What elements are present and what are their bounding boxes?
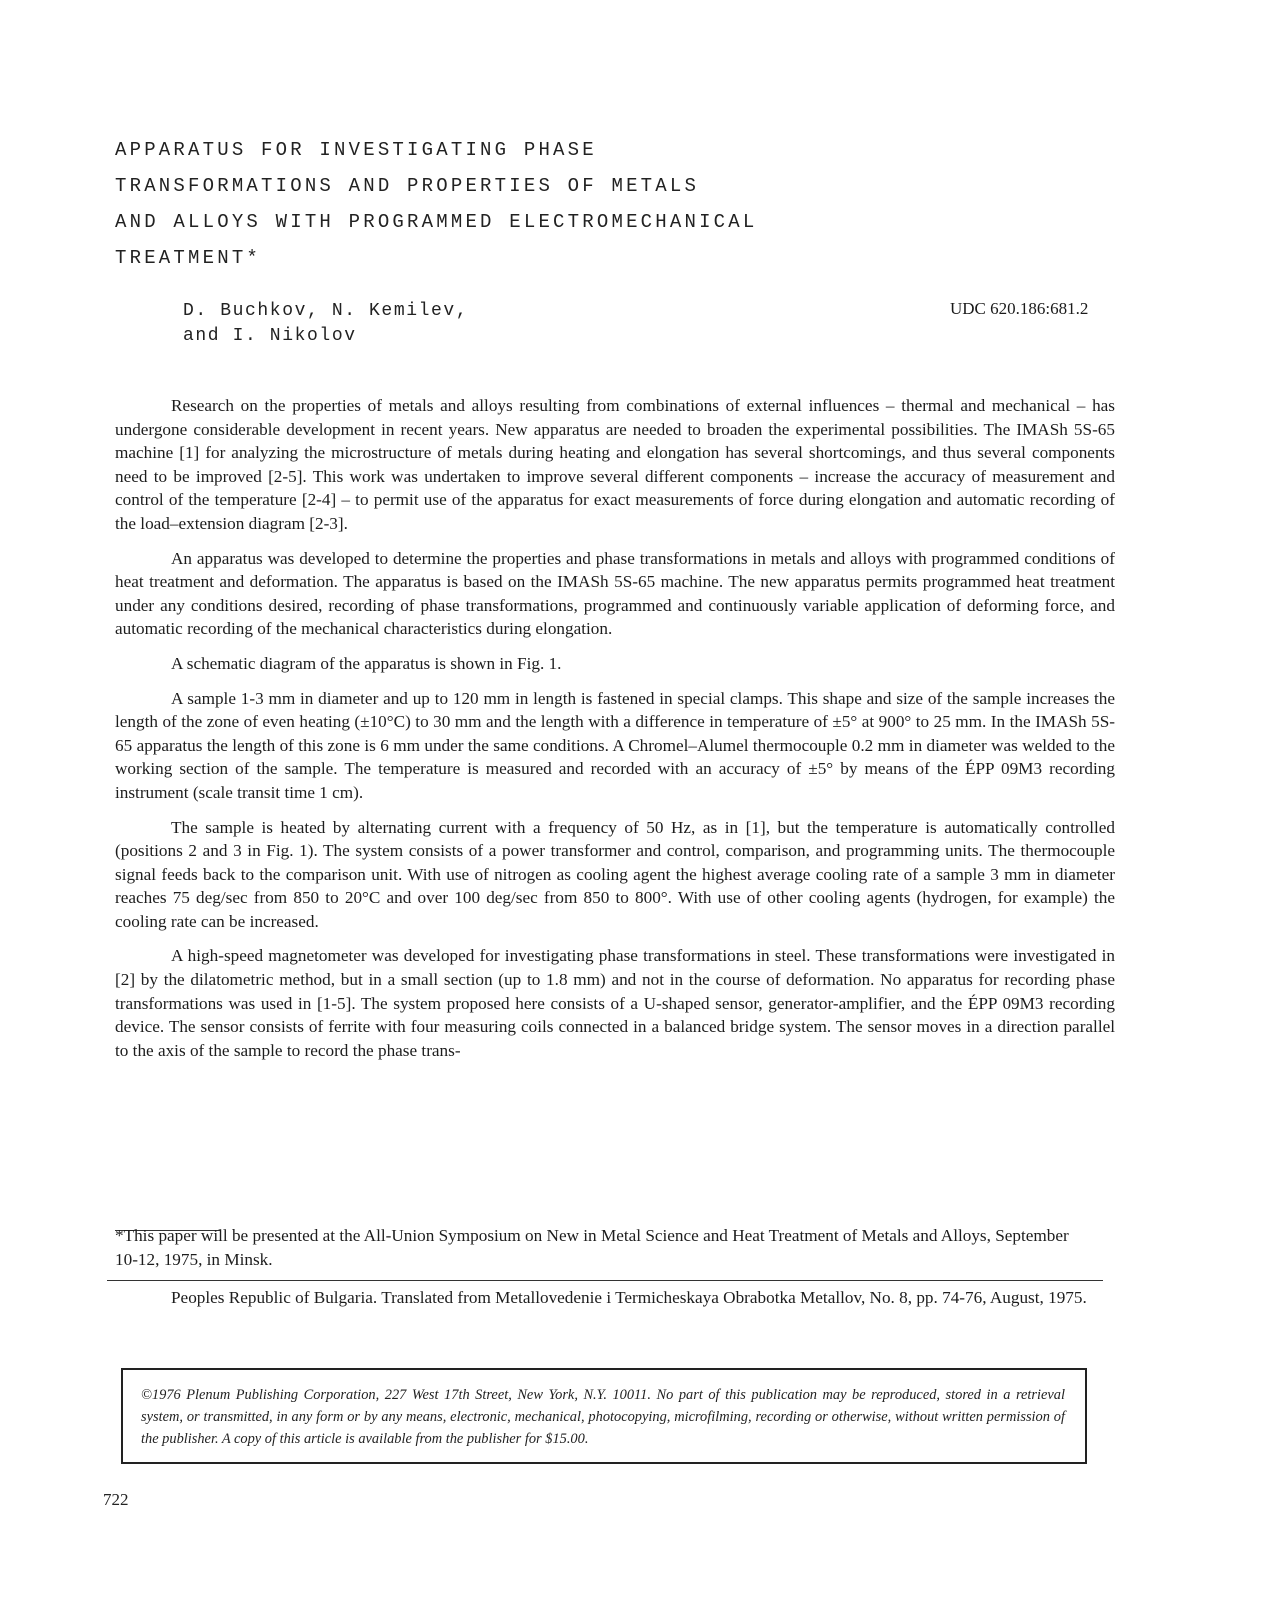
body-paragraph: An apparatus was developed to determine the properties and phase transformations in metals and alloys with programmed conditions of heat treatment and deformation. The apparatus is based on the IMASh 5S-65 machine. The new apparatus permits programmed heat treatment under any conditions desired, recording of phase transformations, programmed and continuously variable application of deforming force, and automatic recording of the mechanical characteristics during elongation.	[115, 548, 1115, 639]
article-title	[115, 132, 1015, 276]
body-paragraph: Research on the properties of metals and alloys resulting from combinations of external influences – thermal and mechanical – has undergone considerable development in recent years. New apparatus are needed to broaden the experimental possibilities. The IMASh 5S-65 machine [1] for analyzing the microstructure of metals during heating and elongation has several shortcomings, and thus several components need to be improved [2-5]. This work was undertaken to improve several different components – increase the accuracy of measurement and control of the temperature [2-4] – to permit use of the apparatus for exact measurements of force during elongation and automatic recording of the load–extension diagram [2-3].	[115, 396, 1115, 533]
title-line: AND ALLOYS WITH PROGRAMMED ELECTROMECHANICAL	[115, 211, 758, 233]
authors-line: D. Buchkov, N. Kemilev,	[183, 301, 469, 321]
body-paragraph: A schematic diagram of the apparatus is shown in Fig. 1.	[171, 653, 562, 673]
affiliation-separator	[107, 1280, 1103, 1281]
title-line: TREATMENT*	[115, 247, 262, 269]
page-number: 722	[103, 1490, 129, 1509]
copyright-notice: ©1976 Plenum Publishing Corporation, 227 West 17th Street, New York, N.Y. 10011. No part of this publication may be reproduced, stored in a retrieval system, or transmitted, in any form or by any means, electronic, mechanical, photocopying, microfilming, recording or otherwise, without written permission of the publisher. A copy of this article is available from the publisher for $15.00.	[141, 1387, 1065, 1447]
authors-line: and I. Nikolov	[183, 326, 357, 346]
body-paragraph: The sample is heated by alternating current with a frequency of 50 Hz, as in [1], but the temperature is automatically controlled (positions 2 and 3 in Fig. 1). The system consists of a power transformer and control, comparison, and programming units. The thermocouple signal feeds back to the comparison unit. With use of nitrogen as cooling agent the highest average cooling rate of a sample 3 mm in diameter reaches 75 deg/sec from 850 to 20°C and over 100 deg/sec from 850 to 800°. With use of other cooling agents (hydrogen, for example) the cooling rate can be increased.	[115, 817, 1115, 931]
copyright-box	[121, 1368, 1087, 1464]
udc-code: UDC 620.186:681.2	[950, 299, 1089, 318]
body-paragraph: A high-speed magnetometer was developed for investigating phase transformations in steel. These transformations were investigated in [2] by the dilatometric method, but in a small section (up to 1.8 mm) and not in the course of deformation. No apparatus for recording phase transformations was used in [1-5]. The system proposed here consists of a U-shaped sensor, generator-amplifier, and the ÉPP 09M3 recording device. The sensor consists of ferrite with four measuring coils connected in a balanced bridge system. The sensor moves in a direction parallel to the axis of the sample to record the phase trans-	[115, 946, 1115, 1060]
author-list	[183, 299, 468, 349]
article-body	[115, 394, 1115, 1073]
affiliation-note: Peoples Republic of Bulgaria. Translated from Metallovedenie i Termicheskaya Obrabotka Metallov, No. 8, pp. 74-76, August, 1975.	[171, 1288, 1087, 1307]
title-line: TRANSFORMATIONS AND PROPERTIES OF METALS	[115, 175, 700, 197]
footnote: *This paper will be presented at the All-Union Symposium on New in Metal Science and Heat Treatment of Metals and Alloys, September 10-12, 1975, in Minsk.	[115, 1226, 1069, 1269]
body-paragraph: A sample 1-3 mm in diameter and up to 120 mm in length is fastened in special clamps. This shape and size of the sample increases the length of the zone of even heating (±10°C) to 30 mm and the length with a difference in temperature of ±5° at 900° to 25 mm. In the IMASh 5S-65 apparatus the length of this zone is 6 mm under the same conditions. A Chromel–Alumel thermocouple 0.2 mm in diameter was welded to the working section of the sample. The temperature is measured and recorded with an accuracy of ±5° by means of the ÉPP 09M3 recording instrument (scale transit time 1 cm).	[115, 688, 1115, 802]
title-line: APPARATUS FOR INVESTIGATING PHASE	[115, 139, 597, 161]
